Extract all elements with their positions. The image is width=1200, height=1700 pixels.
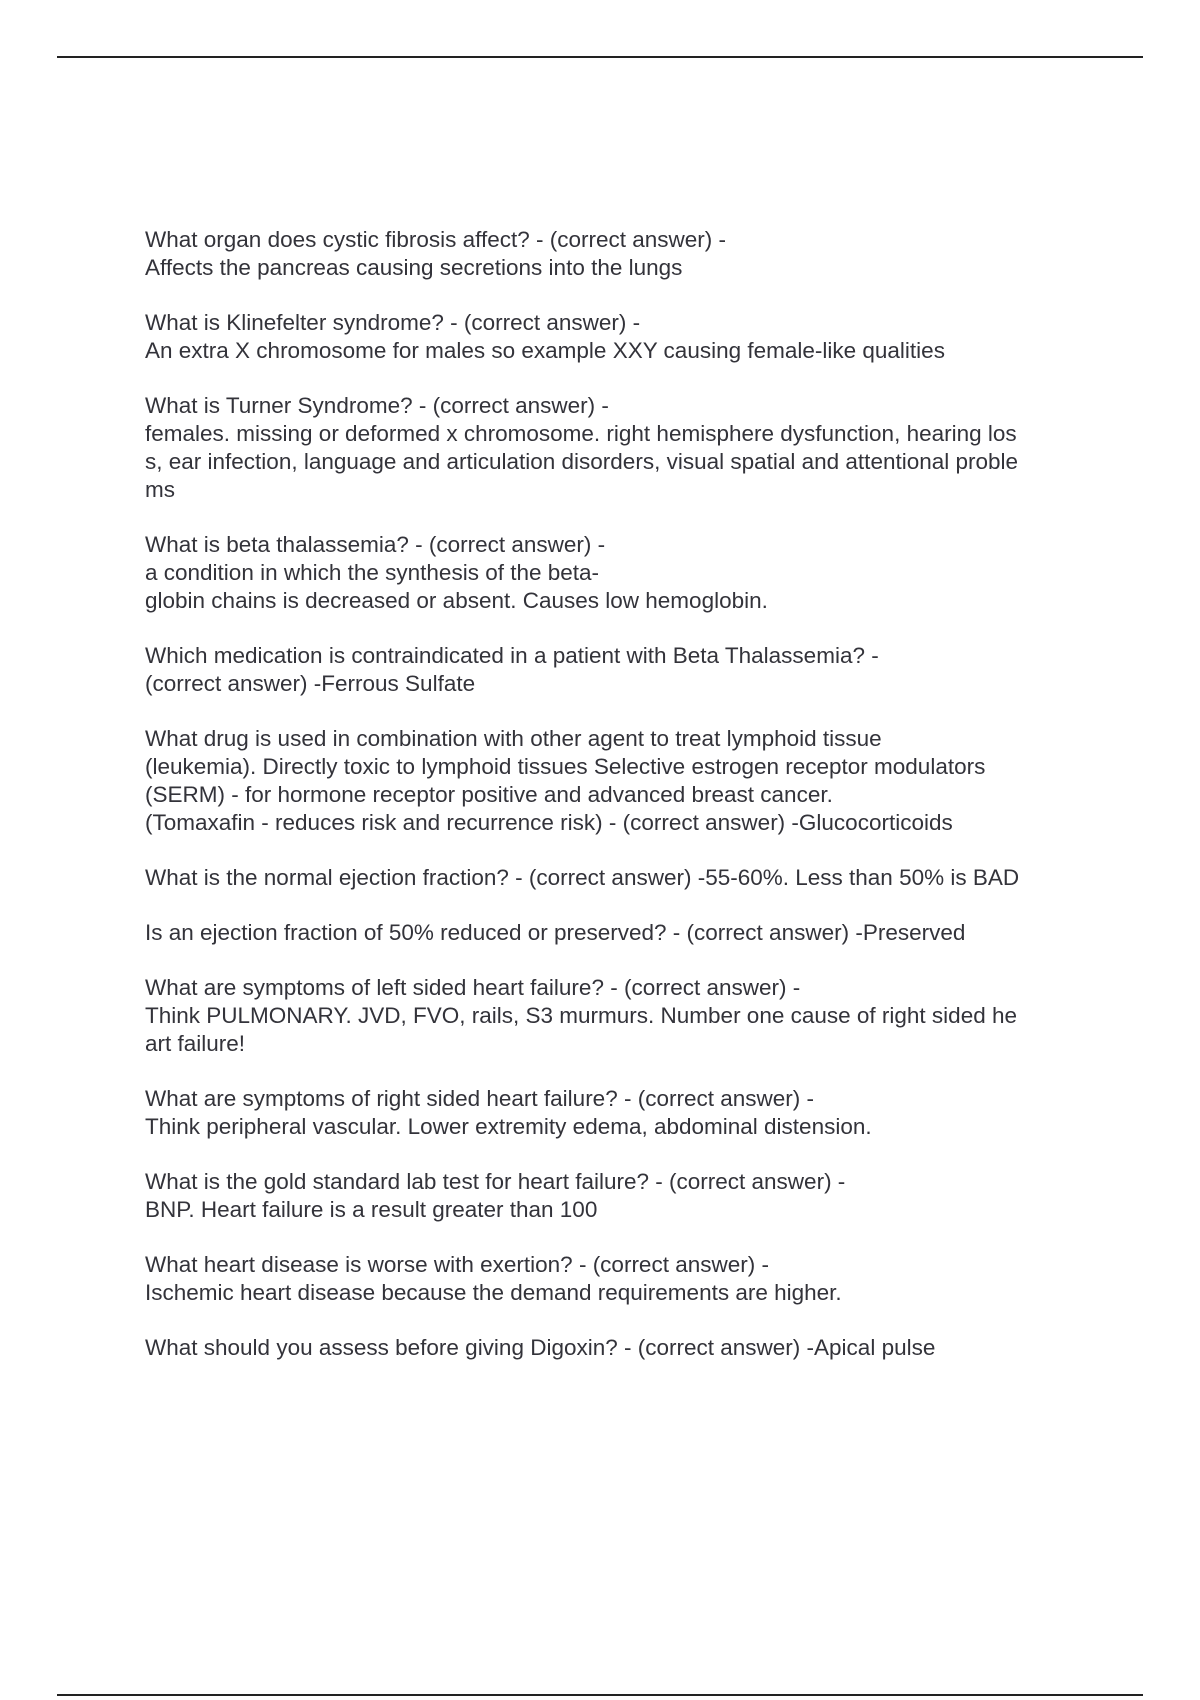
answer-line: An extra X chromosome for males so example XXY causing female-like qualities: [145, 338, 945, 363]
question-line: (SERM) - for hormone receptor positive and advanced breast cancer.: [145, 782, 833, 807]
qa-item: [145, 309, 1095, 365]
qa-item: [145, 1168, 1095, 1224]
qa-item: [145, 974, 1095, 1058]
question-line: Is an ejection fraction of 50% reduced or preserved? - (correct answer) -Preserved: [145, 920, 966, 945]
qa-item: [145, 392, 1095, 504]
answer-line: ms: [145, 477, 175, 502]
answer-line: Think peripheral vascular. Lower extremity edema, abdominal distension.: [145, 1114, 872, 1139]
qa-item: [145, 1334, 1095, 1362]
question-line: What are symptoms of right sided heart failure? - (correct answer) -: [145, 1086, 814, 1111]
question-line: Which medication is contraindicated in a patient with Beta Thalassemia? -: [145, 643, 879, 668]
qa-item: [145, 919, 1095, 947]
question-line: What organ does cystic fibrosis affect? - (correct answer) -: [145, 227, 727, 252]
qa-item: [145, 531, 1095, 615]
question-line: What is the normal ejection fraction? - (correct answer) -55-60%. Less than 50% is BAD: [145, 865, 1020, 890]
question-line: What is beta thalassemia? - (correct answer) -: [145, 532, 606, 557]
answer-line: art failure!: [145, 1031, 246, 1056]
answer-line: (correct answer) -Ferrous Sulfate: [145, 671, 476, 696]
header-rule: [57, 56, 1143, 58]
question-line: What drug is used in combination with other agent to treat lymphoid tissue: [145, 726, 882, 751]
answer-line: Affects the pancreas causing secretions into the lungs: [145, 255, 683, 280]
qa-item: [145, 864, 1095, 892]
question-line: (leukemia). Directly toxic to lymphoid tissues Selective estrogen receptor modulators: [145, 754, 986, 779]
qa-item: [145, 725, 1095, 837]
answer-line: globin chains is decreased or absent. Causes low hemoglobin.: [145, 588, 768, 613]
answer-line: a condition in which the synthesis of the beta-: [145, 560, 600, 585]
question-line: What heart disease is worse with exertion? - (correct answer) -: [145, 1252, 769, 1277]
answer-line: BNP. Heart failure is a result greater than 100: [145, 1197, 598, 1222]
question-line: What are symptoms of left sided heart failure? - (correct answer) -: [145, 975, 801, 1000]
qa-item: [145, 642, 1095, 698]
qa-item: [145, 226, 1095, 282]
document-body: [145, 226, 1095, 1389]
question-line: What should you assess before giving Digoxin? - (correct answer) -Apical pulse: [145, 1335, 936, 1360]
answer-line: Think PULMONARY. JVD, FVO, rails, S3 murmurs. Number one cause of right sided he: [145, 1003, 1017, 1028]
answer-line: s, ear infection, language and articulation disorders, visual spatial and attentional proble: [145, 449, 1019, 474]
answer-line: females. missing or deformed x chromosome. right hemisphere dysfunction, hearing los: [145, 421, 1017, 446]
qa-item: [145, 1085, 1095, 1141]
answer-line: Ischemic heart disease because the demand requirements are higher.: [145, 1280, 842, 1305]
question-line: What is Klinefelter syndrome? - (correct answer) -: [145, 310, 641, 335]
qa-item: [145, 1251, 1095, 1307]
question-line: What is the gold standard lab test for heart failure? - (correct answer) -: [145, 1169, 846, 1194]
question-line: What is Turner Syndrome? - (correct answer) -: [145, 393, 609, 418]
footer-rule: [57, 1694, 1143, 1696]
answer-line: (Tomaxafin - reduces risk and recurrence risk) - (correct answer) -Glucocorticoids: [145, 810, 953, 835]
